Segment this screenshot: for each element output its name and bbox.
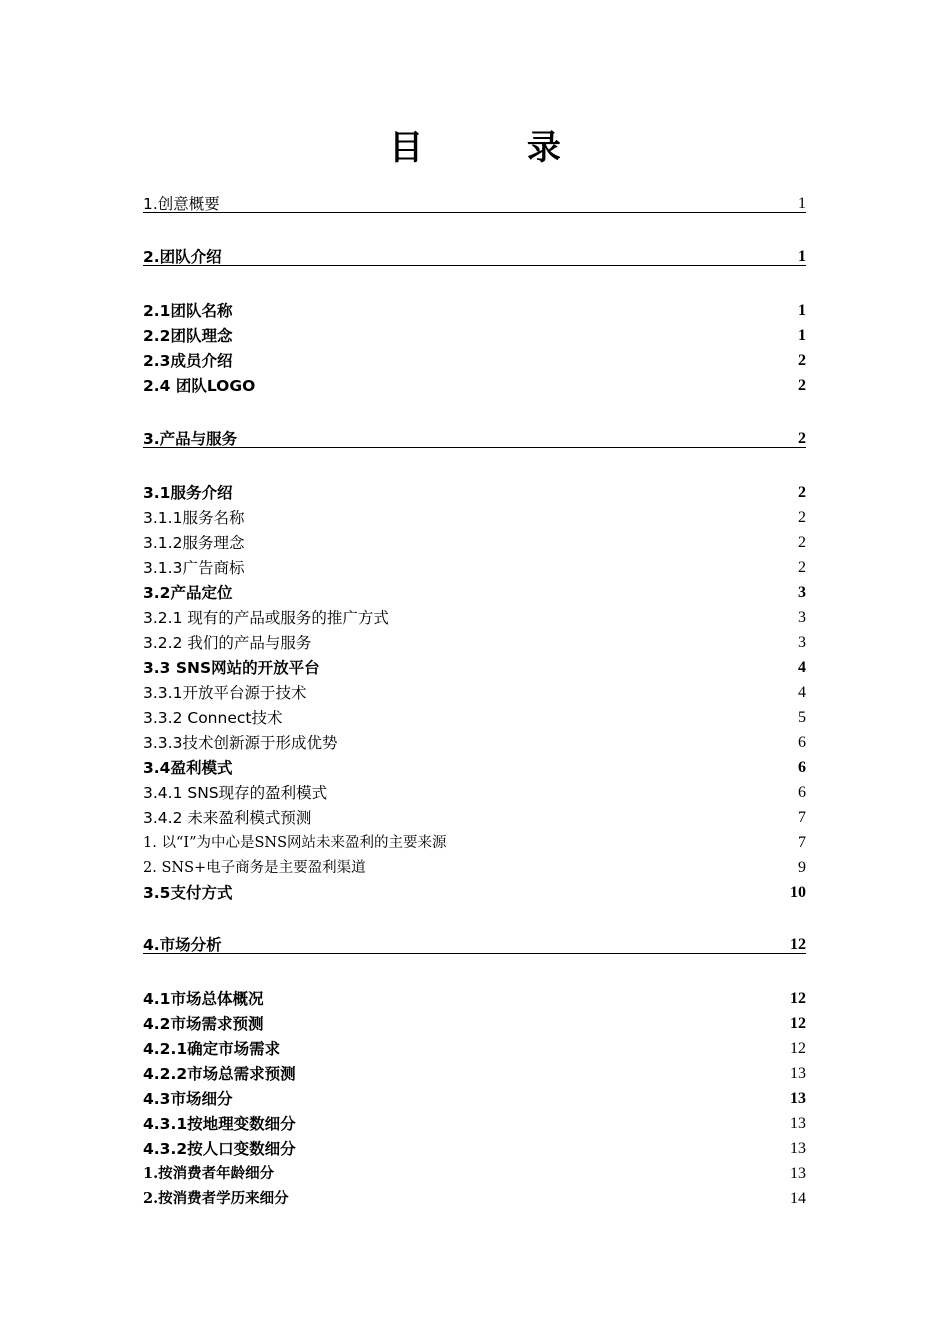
toc-entry-page: 2 bbox=[798, 352, 806, 369]
toc-entry-title: 3.产品与服务 bbox=[143, 430, 238, 448]
toc-entry-page: 14 bbox=[790, 1190, 806, 1207]
toc-entry-page: 2 bbox=[798, 509, 806, 526]
toc-entry-page: 3 bbox=[798, 584, 806, 601]
toc-entry-title: 2. SNS+电子商务是主要盈利渠道 bbox=[143, 860, 366, 876]
toc-entry-title: 4.2.2市场总需求预测 bbox=[143, 1065, 296, 1083]
toc-entry-page: 13 bbox=[790, 1115, 806, 1132]
toc-entry-title: 3.3 SNS网站的开放平台 bbox=[143, 659, 320, 677]
toc-entry[interactable] bbox=[143, 1087, 806, 1111]
toc-entry[interactable] bbox=[143, 427, 806, 448]
toc-entry-page: 2 bbox=[798, 430, 806, 447]
toc-entry[interactable] bbox=[143, 349, 806, 373]
toc-entry[interactable] bbox=[143, 756, 806, 780]
toc-entry-title: 1.按消费者年龄细分 bbox=[143, 1165, 275, 1182]
toc-entry[interactable] bbox=[143, 556, 806, 580]
toc-entry-title: 3.2.1 现有的产品或服务的推广方式 bbox=[143, 609, 389, 627]
page-title: 目 录 bbox=[389, 128, 607, 168]
toc-entry-page: 7 bbox=[798, 834, 806, 851]
toc-entry-title: 3.4.2 未来盈利模式预测 bbox=[143, 809, 312, 827]
toc-entry-page: 3 bbox=[798, 634, 806, 651]
toc-entry-title: 3.1.2服务理念 bbox=[143, 534, 245, 552]
toc-entry[interactable] bbox=[143, 1112, 806, 1136]
toc-entry[interactable] bbox=[143, 631, 806, 655]
toc-entry-title: 2.团队介绍 bbox=[143, 248, 222, 266]
toc-entry-page: 4 bbox=[798, 659, 806, 676]
toc-entry[interactable] bbox=[143, 192, 806, 213]
toc-entry-page: 7 bbox=[798, 809, 806, 826]
toc-entry[interactable] bbox=[143, 781, 806, 805]
toc-entry[interactable] bbox=[143, 299, 806, 323]
toc-entry[interactable] bbox=[143, 731, 806, 755]
toc-entry[interactable] bbox=[143, 806, 806, 830]
toc-entry[interactable] bbox=[143, 933, 806, 954]
toc-entry[interactable] bbox=[143, 656, 806, 680]
toc-entry-page: 12 bbox=[790, 1015, 806, 1032]
toc-entry[interactable] bbox=[143, 1012, 806, 1036]
toc-entry-page: 6 bbox=[798, 734, 806, 751]
toc-entry-title: 3.1.3广告商标 bbox=[143, 559, 245, 577]
toc-entry-title: 4.1市场总体概况 bbox=[143, 990, 264, 1008]
toc-entry-page: 6 bbox=[798, 784, 806, 801]
toc-entry-title: 3.3.1开放平台源于技术 bbox=[143, 684, 307, 702]
toc-entry[interactable] bbox=[143, 245, 806, 266]
toc-entry-page: 13 bbox=[790, 1090, 806, 1107]
toc-entry[interactable] bbox=[143, 706, 806, 730]
toc-entry[interactable] bbox=[143, 506, 806, 530]
toc-entry-title: 2.按消费者学历来细分 bbox=[143, 1190, 289, 1207]
toc-entry-page: 10 bbox=[790, 884, 806, 901]
toc-entry-page: 1 bbox=[798, 302, 806, 319]
toc-entry-page: 4 bbox=[798, 684, 806, 701]
toc-entry-title: 3.1服务介绍 bbox=[143, 484, 233, 502]
toc-entry-title: 2.2团队理念 bbox=[143, 327, 233, 345]
toc-entry-title: 1.创意概要 bbox=[143, 195, 220, 213]
toc-entry-title: 3.2.2 我们的产品与服务 bbox=[143, 634, 312, 652]
toc-entry-title: 4.3.1按地理变数细分 bbox=[143, 1115, 296, 1133]
toc-entry[interactable] bbox=[143, 324, 806, 348]
toc-entry[interactable] bbox=[143, 856, 806, 880]
toc-entry[interactable] bbox=[143, 881, 806, 905]
toc-entry-page: 2 bbox=[798, 534, 806, 551]
toc-entry[interactable] bbox=[143, 374, 806, 398]
toc-entry-page: 3 bbox=[798, 609, 806, 626]
toc-entry-title: 3.1.1服务名称 bbox=[143, 509, 245, 527]
toc-entry-page: 1 bbox=[798, 327, 806, 344]
toc-entry[interactable] bbox=[143, 1137, 806, 1161]
toc-entry-title: 3.4.1 SNS现存的盈利模式 bbox=[143, 784, 328, 802]
toc-entry-page: 13 bbox=[790, 1140, 806, 1157]
toc-entry[interactable] bbox=[143, 581, 806, 605]
toc-entry-title: 3.3.2 Connect技术 bbox=[143, 709, 283, 727]
toc-entry[interactable] bbox=[143, 1187, 806, 1211]
toc-entry-page: 2 bbox=[798, 377, 806, 394]
toc-entry-title: 4.3市场细分 bbox=[143, 1090, 233, 1108]
toc-entry[interactable] bbox=[143, 987, 806, 1011]
toc-entry-page: 1 bbox=[798, 195, 806, 212]
toc-entry-page: 1 bbox=[798, 248, 806, 265]
toc-entry-page: 2 bbox=[798, 559, 806, 576]
toc-entry-title: 4.2市场需求预测 bbox=[143, 1015, 264, 1033]
toc-entry-title: 2.4 团队LOGO bbox=[143, 377, 256, 395]
toc-entry-title: 4.2.1确定市场需求 bbox=[143, 1040, 281, 1058]
toc-entry-title: 3.3.3技术创新源于形成优势 bbox=[143, 734, 338, 752]
toc-entry-title: 3.5支付方式 bbox=[143, 884, 233, 902]
toc-entry-title: 4.市场分析 bbox=[143, 936, 222, 954]
toc-entry-page: 13 bbox=[790, 1065, 806, 1082]
toc-entry[interactable] bbox=[143, 1037, 806, 1061]
toc-entry-page: 13 bbox=[790, 1165, 806, 1182]
toc-entry-title: 3.2产品定位 bbox=[143, 584, 233, 602]
toc-entry-title: 4.3.2按人口变数细分 bbox=[143, 1140, 296, 1158]
toc-entry-page: 12 bbox=[790, 990, 806, 1007]
toc-entry-page: 9 bbox=[798, 859, 806, 876]
toc-entry-page: 5 bbox=[798, 709, 806, 726]
toc-entry[interactable] bbox=[143, 481, 806, 505]
toc-entry-title: 3.4盈利模式 bbox=[143, 759, 233, 777]
toc-entry-title: 2.3成员介绍 bbox=[143, 352, 233, 370]
toc-entry[interactable] bbox=[143, 531, 806, 555]
toc-entry[interactable] bbox=[143, 831, 806, 855]
toc-entry[interactable] bbox=[143, 606, 806, 630]
toc-entry-page: 6 bbox=[798, 759, 806, 776]
toc-entry[interactable] bbox=[143, 681, 806, 705]
toc-entry-title: 1. 以“I”为中心是SNS网站未来盈利的主要来源 bbox=[143, 835, 447, 851]
toc-entry-page: 2 bbox=[798, 484, 806, 501]
toc-entry[interactable] bbox=[143, 1162, 806, 1186]
toc-entry[interactable] bbox=[143, 1062, 806, 1086]
toc-entry-page: 12 bbox=[790, 1040, 806, 1057]
toc-entry-page: 12 bbox=[790, 936, 806, 953]
toc-entry-title: 2.1团队名称 bbox=[143, 302, 233, 320]
